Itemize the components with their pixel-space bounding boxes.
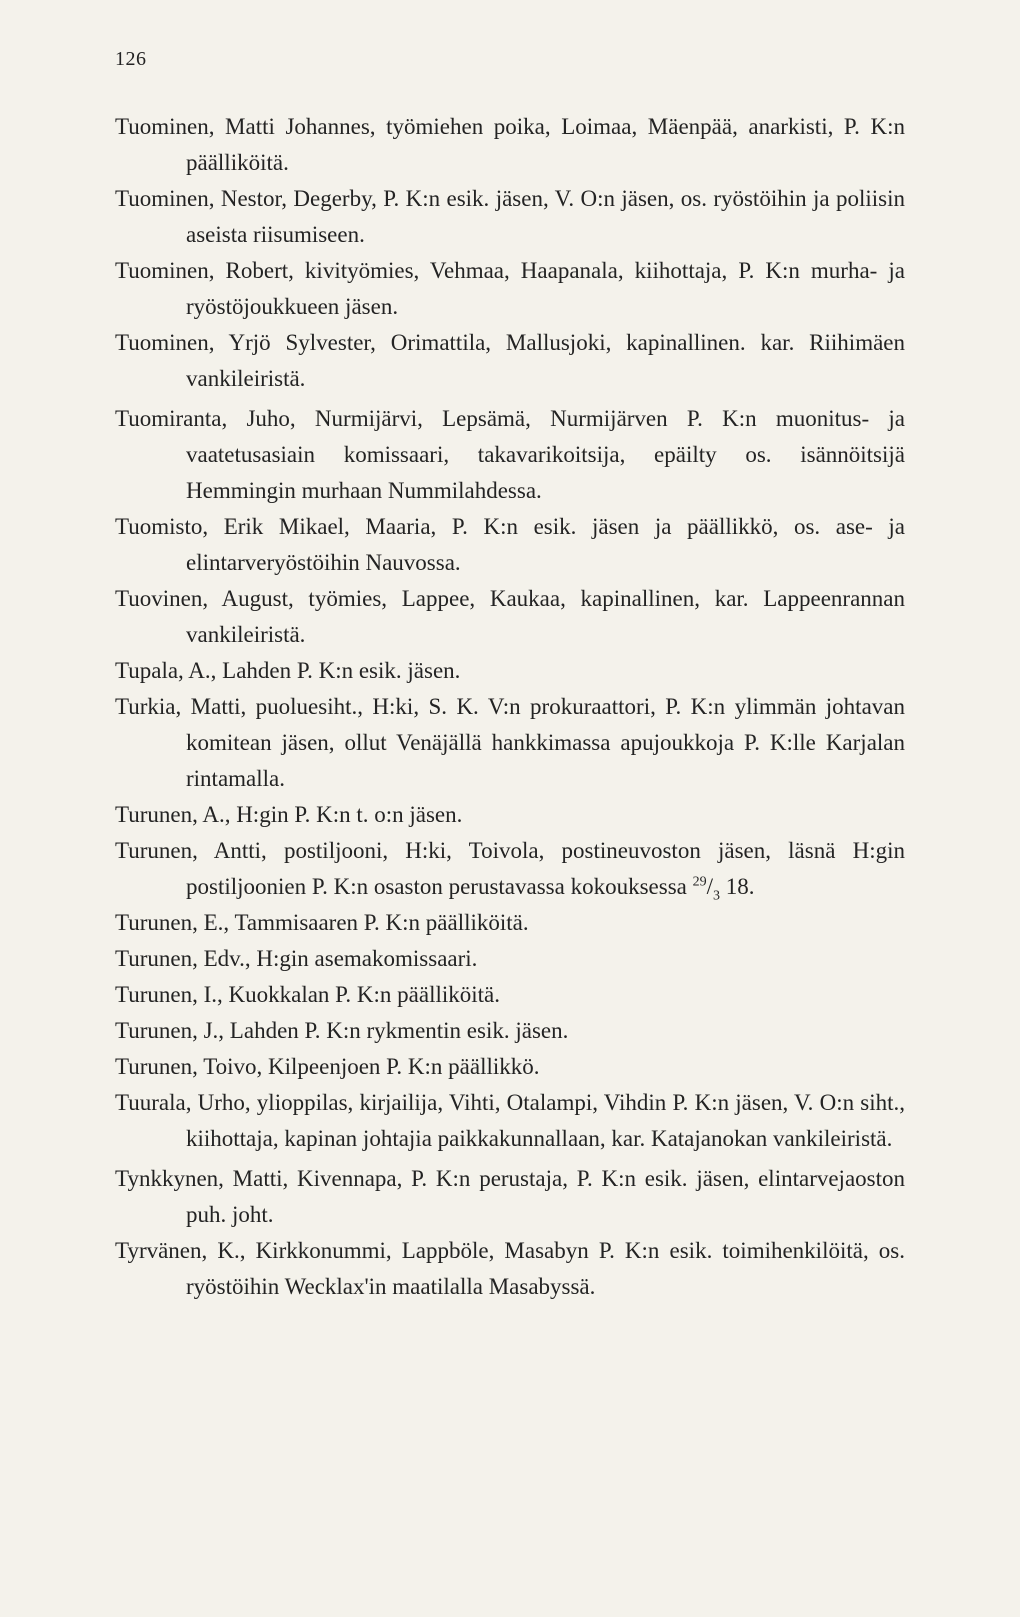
list-item: Tuovinen, August, työmies, Lappee, Kaukaa, kapinallinen, kar. Lappeenrannan vankileiristä. [115,586,905,647]
date-denominator: 3 [713,888,720,904]
list-item: Turunen, A., H:gin P. K:n t. o:n jäsen. [115,802,463,827]
list-item: Tyrvänen, K., Kirkkonummi, Lappböle, Masabyn P. K:n esik. toimihenkilöitä, os. ryöstöihin Wecklax'in maatilalla Masabyssä. [115,1238,905,1299]
list-item: Tupala, A., Lahden P. K:n esik. jäsen. [115,658,461,683]
list-item: Tuurala, Urho, ylioppilas, kirjailija, Vihti, Otalampi, Vihdin P. K:n jäsen, V. O:n siht., kiihottaja, kapinan johtajia paikkakunnallaan, kar. Katajanokan vankileiristä. [115,1090,905,1151]
list-item: Tynkkynen, Matti, Kivennapa, P. K:n perustaja, P. K:n esik. jäsen, elintarvejaoston puh. joht. [115,1166,905,1227]
list-item: Tuominen, Robert, kivityömies, Vehmaa, Haapanala, kiihottaja, P. K:n murha- ja ryöstöjoukkueen jäsen. [115,258,905,319]
list-item: Tuominen, Nestor, Degerby, P. K:n esik. jäsen, V. O:n jäsen, os. ryöstöihin ja poliisin aseista riisumiseen. [115,186,905,247]
date-numerator: 29 [692,874,707,890]
list-item: Tuominen, Yrjö Sylvester, Orimattila, Mallusjoki, kapinallinen. kar. Riihimäen vankileiristä. [115,330,905,391]
list-item: Tuomisto, Erik Mikael, Maaria, P. K:n esik. jäsen ja päällikkö, os. ase- ja elintarveryöstöihin Nauvossa. [115,514,905,575]
list-item: Turunen, Toivo, Kilpeenjoen P. K:n päällikkö. [115,1054,540,1079]
page-number: 126 [115,48,147,70]
entry-text: Turunen, Antti, postiljooni, H:ki, Toivola, postineuvoston jäsen, läsnä H:gin postiljoonien P. K:n osaston perustavassa kokouksessa [115,838,905,899]
list-item: Tuomiranta, Juho, Nurmijärvi, Lepsämä, Nurmijärven P. K:n muonitus- ja vaatetusasiain komissaari, takavarikoitsija, epäilty os. isännöitsijä Hemmingin murhaan Nummilahdessa. [115,406,905,503]
list-item: Turunen, J., Lahden P. K:n rykmentin esik. jäsen. [115,1018,569,1043]
list-item: Tuominen, Matti Johannes, työmiehen poika, Loimaa, Mäenpää, anarkisti, P. K:n päälliköitä. [115,114,905,175]
date-suffix: 18. [725,874,755,899]
list-item: Turunen, E., Tammisaaren P. K:n päälliköitä. [115,910,529,935]
entry-list [115,109,905,1305]
list-item: Turunen, I., Kuokkalan P. K:n päälliköitä. [115,982,501,1007]
list-item: Turunen, Antti, postiljooni, H:ki, Toivola, postineuvoston jäsen, läsnä H:gin postiljoonien P. K:n osaston perustavassa kokouksessa $^{29}/_3$ 18. [115,838,905,904]
list-item: Turkia, Matti, puoluesiht., H:ki, S. K. V:n prokuraattori, P. K:n ylimmän johtavan komitean jäsen, ollut Venäjällä hankkimassa apujoukkoja P. K:lle Karjalan rintamalla. [115,694,905,791]
list-item: Turunen, Edv., H:gin asemakomissaari. [115,946,478,971]
